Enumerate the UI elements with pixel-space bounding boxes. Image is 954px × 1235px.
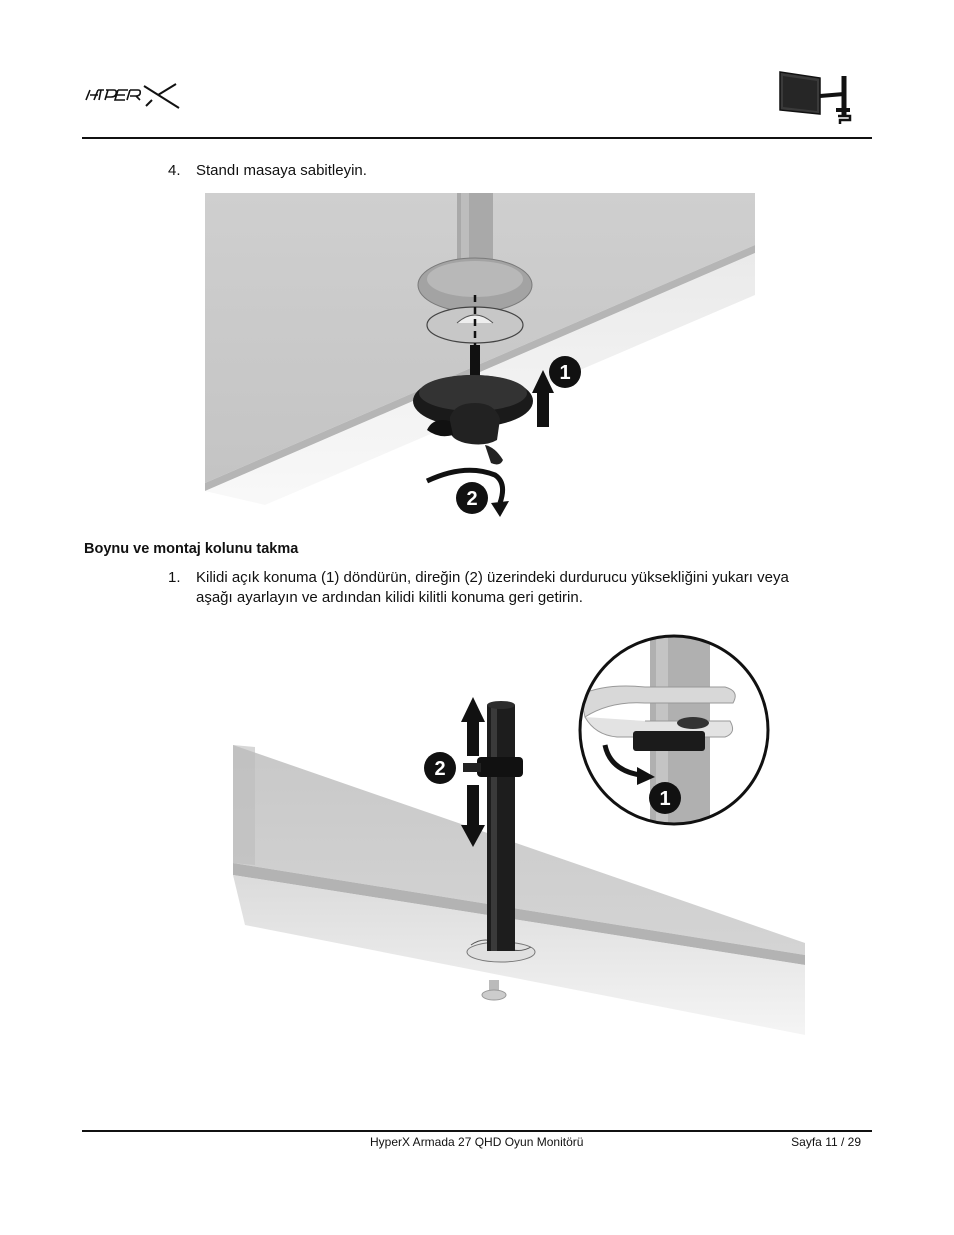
step-1: [168, 568, 868, 608]
svg-text:2: 2: [466, 488, 478, 510]
step-text-line2: aşağı ayarlayın ve ardından kilidi kilitli konuma geri getirin.: [196, 589, 583, 606]
hyperx-logo: [84, 80, 184, 110]
detail-inset: [580, 625, 768, 845]
svg-text:1: 1: [659, 788, 671, 810]
svg-text:2: 2: [434, 758, 446, 780]
figure-stand-clamp: [195, 185, 765, 525]
svg-text:1: 1: [559, 362, 571, 384]
step-text: Standı masaya sabitleyin.: [196, 162, 367, 179]
monitor-arm-icon: [778, 70, 854, 125]
step-4: [168, 161, 868, 181]
step-text-line1: Kilidi açık konuma (1) döndürün, direğin (2) üzerindeki durdurucu yüksekliğini yukarı veya: [196, 569, 789, 586]
figure-pole-stopper: [225, 625, 815, 1045]
footer-rule: [82, 1130, 872, 1132]
footer-document-title: HyperX Armada 27 QHD Oyun Monitörü: [370, 1135, 584, 1149]
stopper-collar: [477, 757, 523, 777]
section-heading: Boynu ve montaj kolunu takma: [84, 541, 299, 557]
header-rule: [82, 137, 872, 139]
footer-page-number: Sayfa 11 / 29: [791, 1135, 861, 1149]
step-number: 1.: [168, 569, 181, 586]
step-number: 4.: [168, 162, 181, 179]
clamp-knob: [450, 403, 500, 444]
